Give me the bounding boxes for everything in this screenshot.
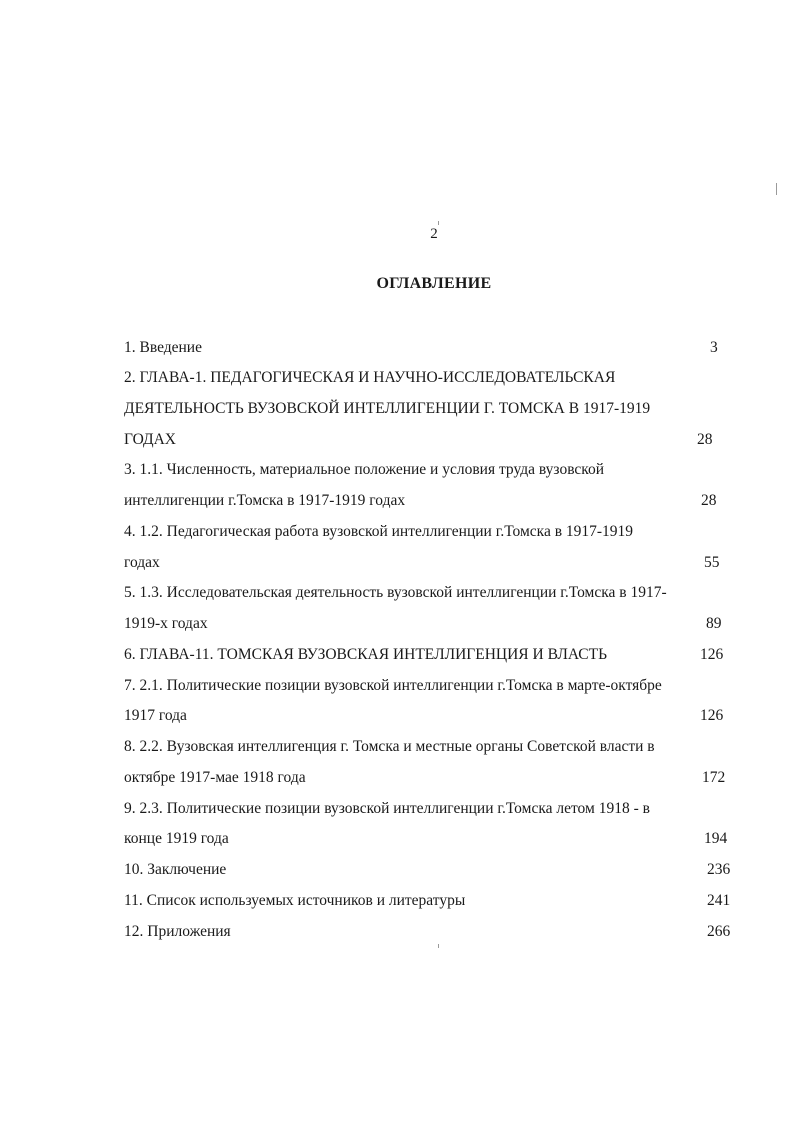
toc-entry-5-line-2: 1919-х годах xyxy=(124,615,208,632)
toc-entry-11-page: 241 xyxy=(707,892,731,909)
toc-entry-4-page: 55 xyxy=(704,554,720,571)
toc-entry-11-line-1: 11. Список используемых источников и литературы xyxy=(124,892,466,909)
toc-entry-9-page: 194 xyxy=(704,830,728,847)
toc-entry-10-line-1: 10. Заключение xyxy=(124,861,227,878)
page-number: 2 xyxy=(430,226,438,242)
toc-entry-12-page: 266 xyxy=(707,923,731,940)
toc-entry-2-page: 28 xyxy=(697,431,713,448)
toc-entry-12-line-1: 12. Приложения xyxy=(124,923,231,940)
toc-entry-6-line-1: 6. ГЛАВА-11. ТОМСКАЯ ВУЗОВСКАЯ ИНТЕЛЛИГЕНЦИЯ И ВЛАСТЬ xyxy=(124,646,607,663)
toc-entry-8-line-2: октябре 1917-мае 1918 года xyxy=(124,769,306,786)
toc-entry-2-line-1: 2. ГЛАВА-1. ПЕДАГОГИЧЕСКАЯ И НАУЧНО-ИССЛЕДОВАТЕЛЬСКАЯ xyxy=(124,369,616,386)
toc-entry-3-line-1: 3. 1.1. Численность, материальное положение и условия труда вузовской xyxy=(124,461,605,478)
toc-entry-9-line-1: 9. 2.3. Политические позиции вузовской интеллигенции г.Томска летом 1918 - в xyxy=(124,800,650,817)
toc-entry-10-page: 236 xyxy=(707,861,731,878)
toc-entry-3-page: 28 xyxy=(701,492,717,509)
toc-entry-7-line-2: 1917 года xyxy=(124,707,187,724)
toc-title: ОГЛАВЛЕНИЕ xyxy=(376,275,492,292)
toc-entry-1-page: 3 xyxy=(710,339,718,356)
toc-entry-1-line-1: 1. Введение xyxy=(124,339,202,356)
toc-entry-5-line-1: 5. 1.3. Исследовательская деятельность вузовской интеллигенции г.Томска в 1917- xyxy=(124,584,667,601)
toc-entry-9-line-2: конце 1919 года xyxy=(124,830,229,847)
toc-entry-4-line-1: 4. 1.2. Педагогическая работа вузовской интеллигенции г.Томска в 1917-1919 xyxy=(124,523,634,540)
toc-entry-7-page: 126 xyxy=(700,707,724,724)
toc-entry-3-line-2: интеллигенции г.Томска в 1917-1919 годах xyxy=(124,492,406,509)
toc-entry-4-line-2: годах xyxy=(124,554,160,571)
scan-artifact-dot xyxy=(438,944,439,948)
toc-entry-2-line-2: ДЕЯТЕЛЬНОСТЬ ВУЗОВСКОЙ ИНТЕЛЛИГЕНЦИИ Г. ТОМСКА В 1917-1919 xyxy=(124,400,651,417)
scan-artifact-dot xyxy=(438,221,439,225)
toc-entry-5-page: 89 xyxy=(706,615,722,632)
toc-entry-8-page: 172 xyxy=(702,769,726,786)
toc-entry-2-line-3: ГОДАХ xyxy=(124,431,176,448)
scan-artifact-mark xyxy=(776,183,777,195)
toc-entry-7-line-1: 7. 2.1. Политические позиции вузовской интеллигенции г.Томска в марте-октябре xyxy=(124,677,662,694)
toc-entry-6-page: 126 xyxy=(700,646,724,663)
toc-entry-8-line-1: 8. 2.2. Вузовская интеллигенция г. Томска и местные органы Советской власти в xyxy=(124,738,655,755)
